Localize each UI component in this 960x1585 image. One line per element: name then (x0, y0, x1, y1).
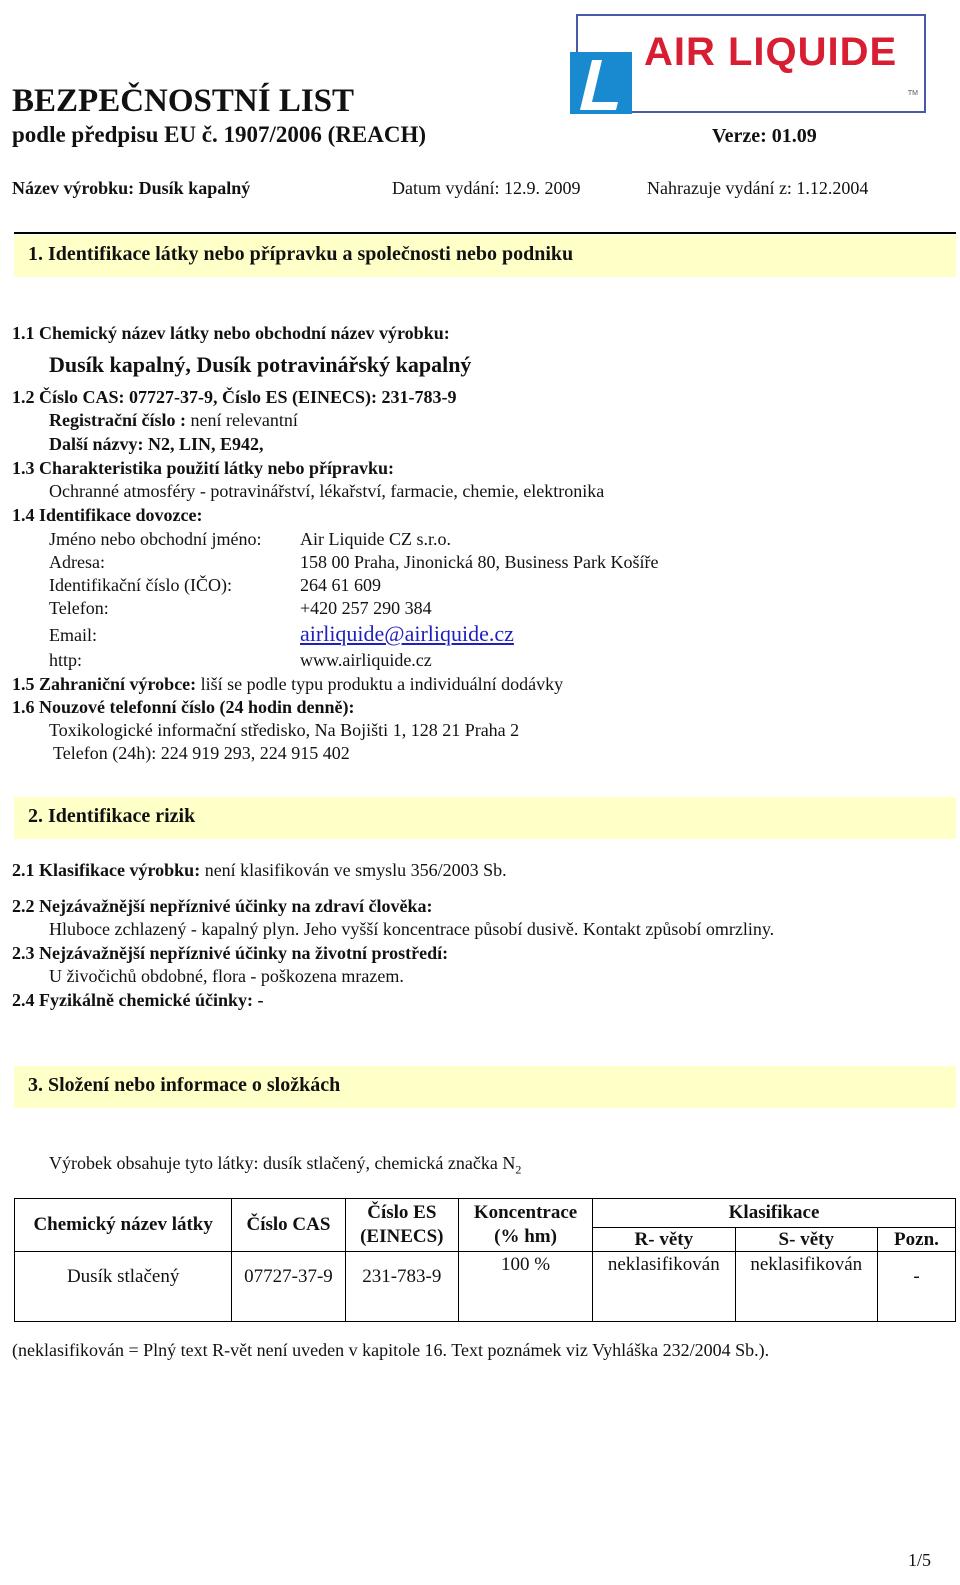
s3-intro-sub: 2 (515, 1162, 522, 1177)
cell-name: Dusík stlačený (15, 1252, 232, 1322)
th-conc-line1: Koncentrace (473, 1202, 578, 1223)
s1-3-value: Ochranné atmosféry - potravinářství, lékařství, farmacie, chemie, elektronika (49, 481, 605, 501)
th-conc-line2: (% hm) (494, 1226, 557, 1247)
section-1-heading: 1. Identifikace látky nebo přípravku a společnosti nebo podniku (28, 243, 574, 265)
th-s: S- věty (735, 1228, 877, 1252)
importer-ico-key: Identifikační číslo (IČO): (49, 575, 232, 595)
s1-5-value: liší se podle typu produktu a individuální dodávky (196, 674, 564, 694)
s1-5-label: 1.5 Zahraniční výrobce: (12, 674, 197, 694)
composition-table (14, 1198, 956, 1322)
importer-name-value: Air Liquide CZ s.r.o. (300, 529, 451, 549)
s2-1-label: 2.1 Klasifikace výrobku: (12, 860, 201, 880)
th-name: Chemický název látky (15, 1199, 232, 1252)
s2-1-value: není klasifikován ve smyslu 356/2003 Sb. (200, 860, 507, 880)
logo-tm: TM (907, 90, 918, 97)
air-liquide-logo-icon (570, 52, 632, 114)
section-1-band (14, 235, 956, 277)
section-3-band (14, 1066, 956, 1108)
s1-2-reg (49, 410, 298, 431)
th-cas: Číslo CAS (232, 1199, 345, 1252)
importer-email-link[interactable]: airliquide@airliquide.cz (300, 621, 514, 646)
importer-email-key: Email: (49, 625, 97, 645)
s1-1-value: Dusík kapalný, Dusík potravinářský kapalný (49, 352, 472, 377)
s1-2-reg-value: není relevantní (185, 410, 298, 430)
th-r: R- věty (593, 1228, 735, 1252)
s2-3-label: 2.3 Nejzávažnější nepříznivé účinky na životní prostředí: (12, 943, 449, 963)
importer-address-value: 158 00 Praha, Jinonická 80, Business Park Košíře (300, 552, 659, 572)
s1-6-line2: Telefon (24h): 224 919 293, 224 915 402 (53, 743, 350, 763)
s1-2-label: 1.2 Číslo CAS: 07727-37-9, Číslo ES (EINECS): 231-783-9 (12, 387, 457, 407)
th-conc (458, 1199, 592, 1252)
cell-pozn: - (877, 1252, 955, 1322)
th-klasifikace: Klasifikace (593, 1199, 956, 1228)
importer-phone-value: +420 257 290 384 (300, 598, 432, 618)
cell-es: 231-783-9 (345, 1252, 458, 1322)
importer-http-value: www.airliquide.cz (300, 650, 432, 670)
s1-6-line1: Toxikologické informační středisko, Na Bojišti 1, 128 21 Praha 2 (49, 720, 520, 740)
cell-cas: 07727-37-9 (232, 1252, 345, 1322)
s1-1-label: 1.1 Chemický název látky nebo obchodní název výrobku: (12, 323, 450, 343)
s3-intro (49, 1153, 521, 1178)
s2-1 (12, 860, 507, 881)
s1-2-other-names: Další názvy: N2, LIN, E942, (49, 434, 264, 454)
cell-conc: 100 % (458, 1252, 592, 1322)
product-name: Název výrobku: Dusík kapalný (12, 178, 251, 198)
version: Verze: 01.09 (712, 125, 817, 147)
s1-3-label: 1.3 Charakteristika použití látky nebo přípravku: (12, 458, 395, 478)
importer-ico-value: 264 61 609 (300, 575, 381, 595)
importer-http-key: http: (49, 650, 83, 670)
logo-text: AIR LIQUIDE (644, 30, 898, 74)
importer-phone-key: Telefon: (49, 598, 109, 618)
th-es-line1: Číslo ES (367, 1202, 437, 1223)
s1-4-label: 1.4 Identifikace dovozce: (12, 505, 203, 525)
importer-address-key: Adresa: (49, 552, 105, 572)
s2-3-value: U živočichů obdobné, flora - poškozena mrazem. (49, 966, 404, 986)
cell-s: neklasifikován (735, 1252, 877, 1322)
document-title: BEZPEČNOSTNÍ LIST (12, 83, 355, 119)
air-liquide-logo (576, 14, 926, 113)
section-2-heading: 2. Identifikace rizik (28, 805, 196, 827)
section-3-heading: 3. Složení nebo informace o složkách (28, 1074, 341, 1096)
s2-2-label: 2.2 Nejzávažnější nepříznivé účinky na zdraví člověka: (12, 896, 433, 916)
cell-r: neklasifikován (593, 1252, 735, 1322)
s2-2-value: Hluboce zchlazený - kapalný plyn. Jeho vyšší koncentrace působí dusivě. Kontakt způsobí omrzliny. (49, 919, 775, 939)
replaces-issue: Nahrazuje vydání z: 1.12.2004 (647, 178, 869, 198)
page-number: 1/5 (908, 1550, 932, 1570)
s1-2-reg-label: Registrační číslo : (49, 410, 186, 430)
s2-4-label: 2.4 Fyzikálně chemické účinky: - (12, 990, 264, 1010)
th-es (345, 1199, 458, 1252)
s1-6-label: 1.6 Nouzové telefonní číslo (24 hodin denně): (12, 697, 355, 717)
s3-intro-text: Výrobek obsahuje tyto látky: dusík stlačený, chemická značka N (49, 1153, 516, 1173)
document-subtitle: podle předpisu EU č. 1907/2006 (REACH) (12, 122, 427, 147)
importer-name-key: Jméno nebo obchodní jméno: (49, 529, 262, 549)
th-es-line2: (EINECS) (360, 1226, 444, 1247)
s3-note: (neklasifikován = Plný text R-vět není uveden v kapitole 16. Text poznámek viz Vyhláška 232/2004 Sb.). (12, 1340, 770, 1360)
table-row (15, 1252, 956, 1322)
th-pozn: Pozn. (877, 1228, 955, 1252)
header-rule (14, 232, 956, 234)
section-2-band (14, 797, 956, 839)
s1-5 (12, 674, 563, 695)
issue-date: Datum vydání: 12.9. 2009 (392, 178, 581, 198)
